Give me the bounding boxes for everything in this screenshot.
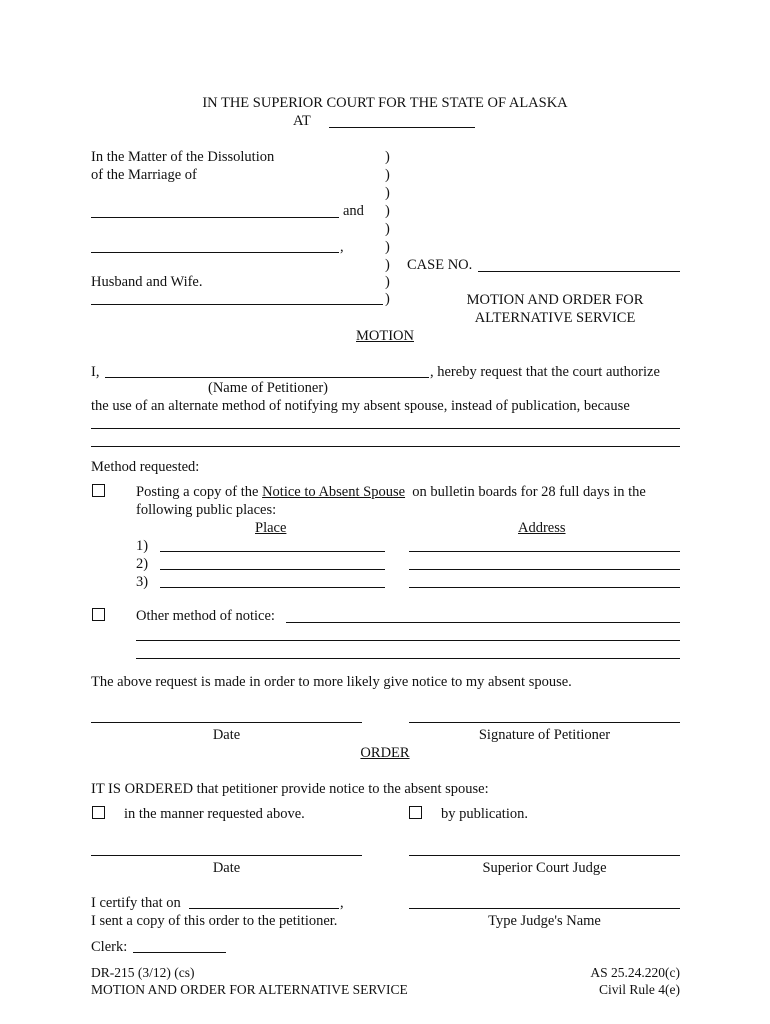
other-method-field-2[interactable] (136, 640, 680, 641)
address-1-field[interactable] (409, 551, 680, 552)
because-text: the use of an alternate method of notifying my absent spouse, instead of publication, because (91, 398, 630, 414)
motion-date-label: Date (212, 727, 241, 743)
caption-bottom-line (91, 304, 383, 305)
other-method-field-3[interactable] (136, 658, 680, 659)
name-of-petitioner-caption: (Name of Petitioner) (208, 380, 328, 396)
reason-line-2[interactable] (91, 446, 680, 447)
comma-label: , (340, 239, 344, 255)
row-label: 2) (136, 556, 149, 572)
place-3-field[interactable] (160, 587, 385, 588)
form-title: MOTION AND ORDER FOR ALTERNATIVE SERVICE (91, 982, 408, 997)
request-reason-text: The above request is made in order to more likely give notice to my absent spouse. (91, 674, 572, 690)
place-2-field[interactable] (160, 569, 385, 570)
caption-paren: ) (385, 291, 390, 307)
at-label: AT (293, 113, 311, 129)
petitioner-signature-field[interactable] (409, 722, 680, 723)
address-2-field[interactable] (409, 569, 680, 570)
method-requested-label: Method requested: (91, 459, 200, 475)
caption-paren: ) (385, 167, 390, 183)
other-method-field-1[interactable] (286, 622, 680, 623)
signature-label: Signature of Petitioner (478, 727, 611, 743)
and-label: and (343, 203, 364, 219)
manner-requested-checkbox[interactable] (92, 806, 105, 819)
document-title-2: ALTERNATIVE SERVICE (474, 310, 636, 326)
posting-suffix: on bulletin boards for 28 full days in the (412, 484, 646, 500)
caption-paren: ) (385, 239, 390, 255)
caption-paren: ) (385, 274, 390, 290)
row-label: 3) (136, 574, 149, 590)
spouse2-name-field[interactable] (91, 252, 339, 253)
matter-line-1: In the Matter of the Dissolution (91, 149, 275, 165)
petitioner-name-field[interactable] (105, 377, 429, 378)
publication-checkbox[interactable] (409, 806, 422, 819)
document-title-1: MOTION AND ORDER FOR (466, 292, 644, 308)
motion-date-field[interactable] (91, 722, 362, 723)
notice-to-absent-spouse: Notice to Absent Spouse (262, 484, 406, 500)
judge-signature-field[interactable] (409, 855, 680, 856)
matter-line-2: of the Marriage of (91, 167, 197, 183)
order-date-field[interactable] (91, 855, 362, 856)
request-text: , hereby request that the court authorize (430, 364, 660, 380)
i-label: I, (91, 364, 100, 380)
other-method-label: Other method of notice: (136, 608, 275, 624)
ordered-text: IT IS ORDERED that petitioner provide notice to the absent spouse: (91, 781, 489, 797)
at-location-field[interactable] (329, 127, 475, 128)
caption-paren: ) (385, 149, 390, 165)
address-header: Address (518, 520, 566, 536)
certify-prefix: I certify that on (91, 895, 181, 911)
rule-reference: Civil Rule 4(e) (599, 982, 680, 997)
motion-heading: MOTION (356, 328, 414, 344)
type-judge-name-label: Type Judge's Name (488, 913, 601, 929)
publication-label: by publication. (441, 806, 528, 822)
certify-line-2: I sent a copy of this order to the petitioner. (91, 913, 338, 929)
posting-option-line2: following public places: (136, 502, 277, 518)
case-no-field[interactable] (478, 271, 680, 272)
judge-name-field[interactable] (409, 908, 680, 909)
caption-paren: ) (385, 203, 390, 219)
place-1-field[interactable] (160, 551, 385, 552)
spouse1-name-field[interactable] (91, 217, 339, 218)
form-id: DR-215 (3/12) (cs) (91, 965, 195, 980)
manner-requested-label: in the manner requested above. (124, 806, 305, 822)
posting-checkbox[interactable] (92, 484, 105, 497)
posting-prefix: Posting a copy of the (136, 484, 259, 500)
row-label: 1) (136, 538, 149, 554)
caption-paren: ) (385, 185, 390, 201)
certify-date-field[interactable] (189, 908, 339, 909)
order-date-label: Date (212, 860, 241, 876)
reason-line-1[interactable] (91, 428, 680, 429)
posting-option-text (136, 483, 646, 501)
clerk-label: Clerk: (91, 939, 128, 955)
caption-paren: ) (385, 221, 390, 237)
case-no-label: CASE NO. (407, 257, 473, 273)
clerk-field[interactable] (133, 952, 226, 953)
caption-paren: ) (385, 257, 390, 273)
other-method-checkbox[interactable] (92, 608, 105, 621)
certify-comma: , (340, 895, 344, 911)
order-heading: ORDER (360, 745, 410, 761)
place-header: Place (255, 520, 287, 536)
husband-wife-label: Husband and Wife. (91, 274, 203, 290)
statute-reference: AS 25.24.220(c) (590, 965, 680, 980)
address-3-field[interactable] (409, 587, 680, 588)
judge-label: Superior Court Judge (482, 860, 607, 876)
court-heading: IN THE SUPERIOR COURT FOR THE STATE OF ALASKA (202, 95, 568, 111)
